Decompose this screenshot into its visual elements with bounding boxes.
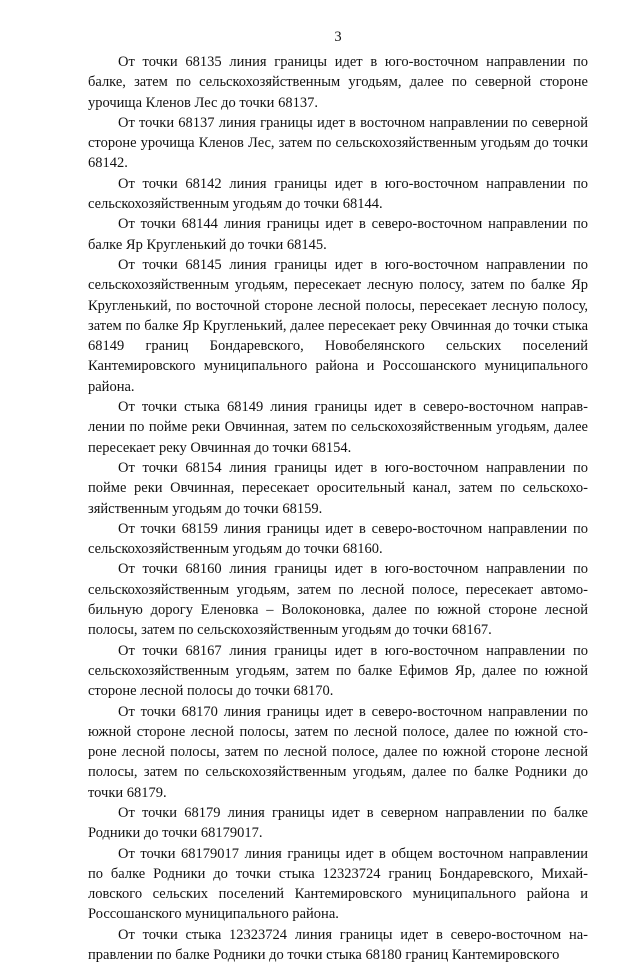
document-page [88,0,588,965]
paragraph: От точки 68159 линия границы идет в северо-восточном направлении по сельскохозяйственным угодьям до точки 68160. [88,520,588,558]
paragraph: От точки 68154 линия границы идет в юго-восточном направлении по пойме реки Овчинная, пересекает оросительный канал, затем по сельскохозяйственным угодьям до точки 68159. [88,459,588,517]
paragraph: От точки 68137 линия границы идет в восточном направлении по северной стороне урочища Кленов Лес, затем по сельскохозяйственным угодьям до точки 68142. [88,114,588,172]
paragraph: От точки 68170 линия границы идет в северо-восточном направлении по южной стороне лесной полосы, затем по лесной полосе, далее по южной стороне лесной полосы, затем по лесной полосе, далее по южной стороне лесной полосы, затем по сельскохозяйственным угодьям, далее по балке Родники до точки 68179. [88,703,588,801]
paragraph: От точки 68144 линия границы идет в северо-восточном направлении по балке Яр Кругленький до точки 68145. [88,216,588,253]
paragraph: От точки 68142 линия границы идет в юго-восточном направлении по сельскохозяйственным угодьям до точки 68144. [88,175,588,213]
paragraph: От точки 68160 линия границы идет в юго-восточном направлении по сельскохозяйственным угодьям, затем по лесной полосе, пересекает автомобильную дорогу Еленовка – Волоконовка, далее по южной стороне лесной полосы, затем по сельскохозяйственным угодьям до точки 68167. [88,561,588,639]
paragraph: От точки стыка 12323724 линия границы идет в северо-восточном направлении по балке Родники до точки стыка 68180 границ Кантемировского [88,926,588,964]
paragraph: От точки 68179 линия границы идет в северном направлении по балке Родники до точки 68179017. [88,804,588,842]
document-body [88,52,588,965]
paragraph: От точки 68145 линия границы идет в юго-восточном направлении по сельскохозяйственным угодьям, пересекает лесную полосу, затем по балке Яр Кругленький, по восточной стороне лесной полосы, пересекает лесную полосу, затем по балке Яр Кругленький, далее пересекает реку Овчинная до точки стыка 68149 границ Бондаревского, Новобелянского сельских поселений Кантемировского муниципального района и Россошанского муниципального района. [88,256,588,395]
paragraph: От точки 68167 линия границы идет в юго-восточном направлении по сельскохозяйственным угодьям, затем по балке Ефимов Яр, далее по южной стороне лесной полосы до точки 68170. [88,642,588,700]
paragraph: От точки 68179017 линия границы идет в общем восточном направлении по балке Родники до точки стыка 12323724 границ Бондаревского, Михайловского сельских поселений Кантемировского муниципального района и Россошанского муниципального района. [88,845,588,923]
paragraph: От точки 68135 линия границы идет в юго-восточном направлении по балке, затем по сельскохозяйственным угодьям, далее по северной стороне урочища Кленов Лес до точки 68137. [88,54,588,111]
page-number: 3 [334,29,342,45]
paragraph: От точки стыка 68149 линия границы идет в северо-восточном направлении по пойме реки Овчинная, затем по сельскохозяйственным угодьям, далее пересекает реку Овчинная до точки 68154. [88,399,588,456]
